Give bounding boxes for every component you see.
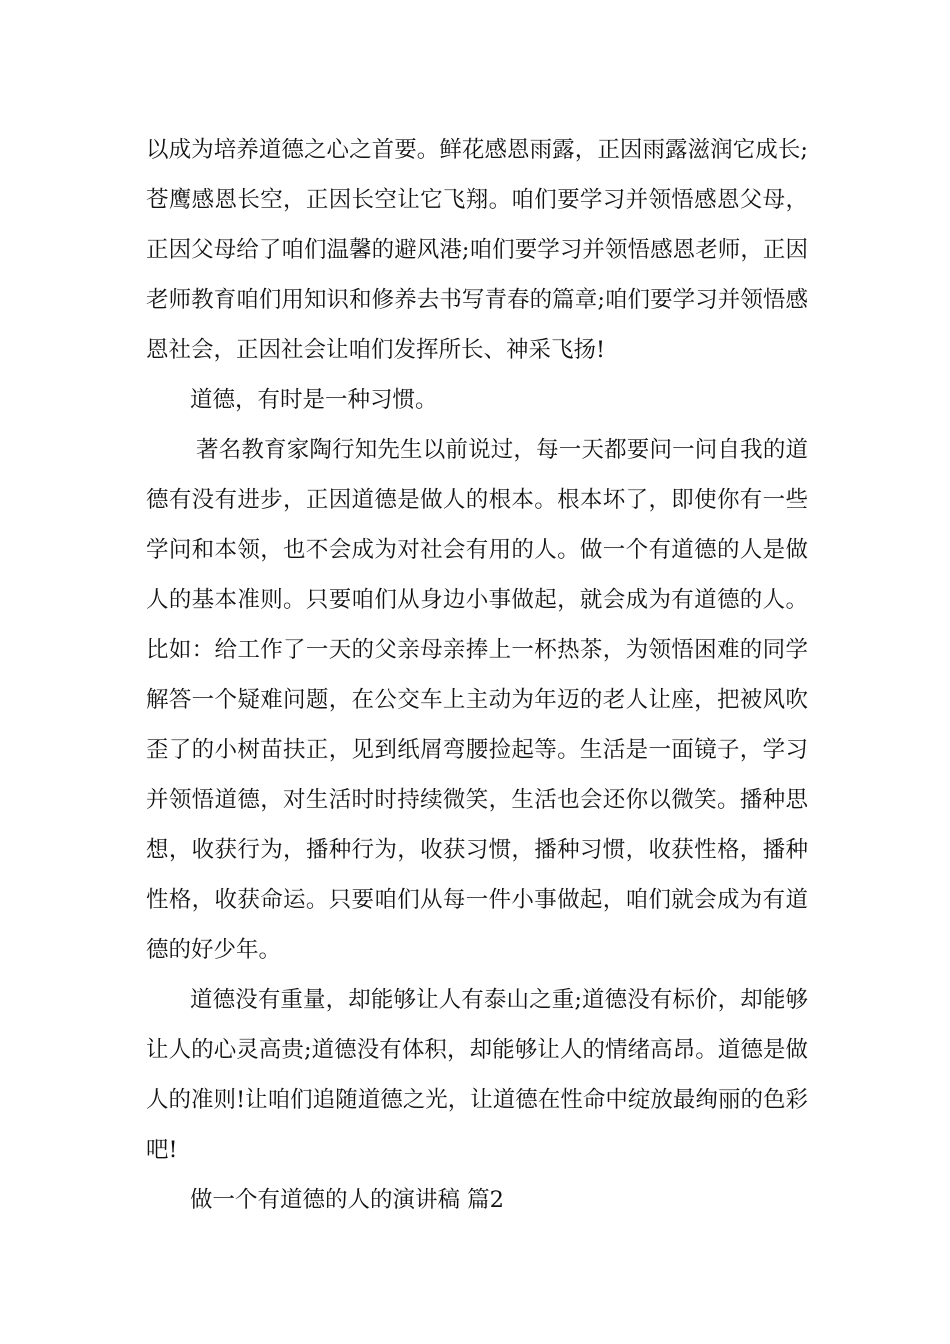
paragraph-habit: 道德，有时是一种习惯。 (190, 387, 438, 413)
paragraph-morality-weight: 道德没有重量，却能够让人有泰山之重;道德没有标价，却能够让人的心灵高贵;道德没有体积，却能够让人的情绪高昂。道德是做人的准则!让咱们追随道德之光，让道德在性命中绽放最绚丽的色彩吧! (146, 987, 808, 1163)
paragraph-tao-xingzhi: 著名教育家陶行知先生以前说过，每一天都要问一问自我的道德有没有进步，正因道德是做人的根本。根本坏了，即使你有一些学问和本领，也不会成为对社会有用的人。做一个有道德的人是做人的基本准则。只要咱们从身边小事做起，就会成为有道德的人。比如：给工作了一天的父亲母亲捧上一杯热茶，为领悟困难的同学解答一个疑难问题，在公交车上主动为年迈的老人让座，把被风吹歪了的小树苗扶正，见到纸屑弯腰捡起等。生活是一面镜子，学习并领悟道德，对生活时时持续微笑，生活也会还你以微笑。播种思想，收获行为，播种行为，收获习惯，播种习惯，收获性格，播种性格，收获命运。只要咱们从每一件小事做起，咱们就会成为有道德的好少年。 (146, 437, 808, 963)
section-heading: 做一个有道德的人的演讲稿 篇2 (190, 1187, 504, 1213)
paragraph-gratitude: 以成为培养道德之心之首要。鲜花感恩雨露，正因雨露滋润它成长;苍鹰感恩长空，正因长空让它飞翔。咱们要学习并领悟感恩父母，正因父母给了咱们温馨的避风港;咱们要学习并领悟感恩老师，正因老师教育咱们用知识和修养去书写青春的篇章;咱们要学习并领悟感恩社会，正因社会让咱们发挥所长、神采飞扬! (146, 137, 808, 363)
document-body (146, 125, 808, 1225)
